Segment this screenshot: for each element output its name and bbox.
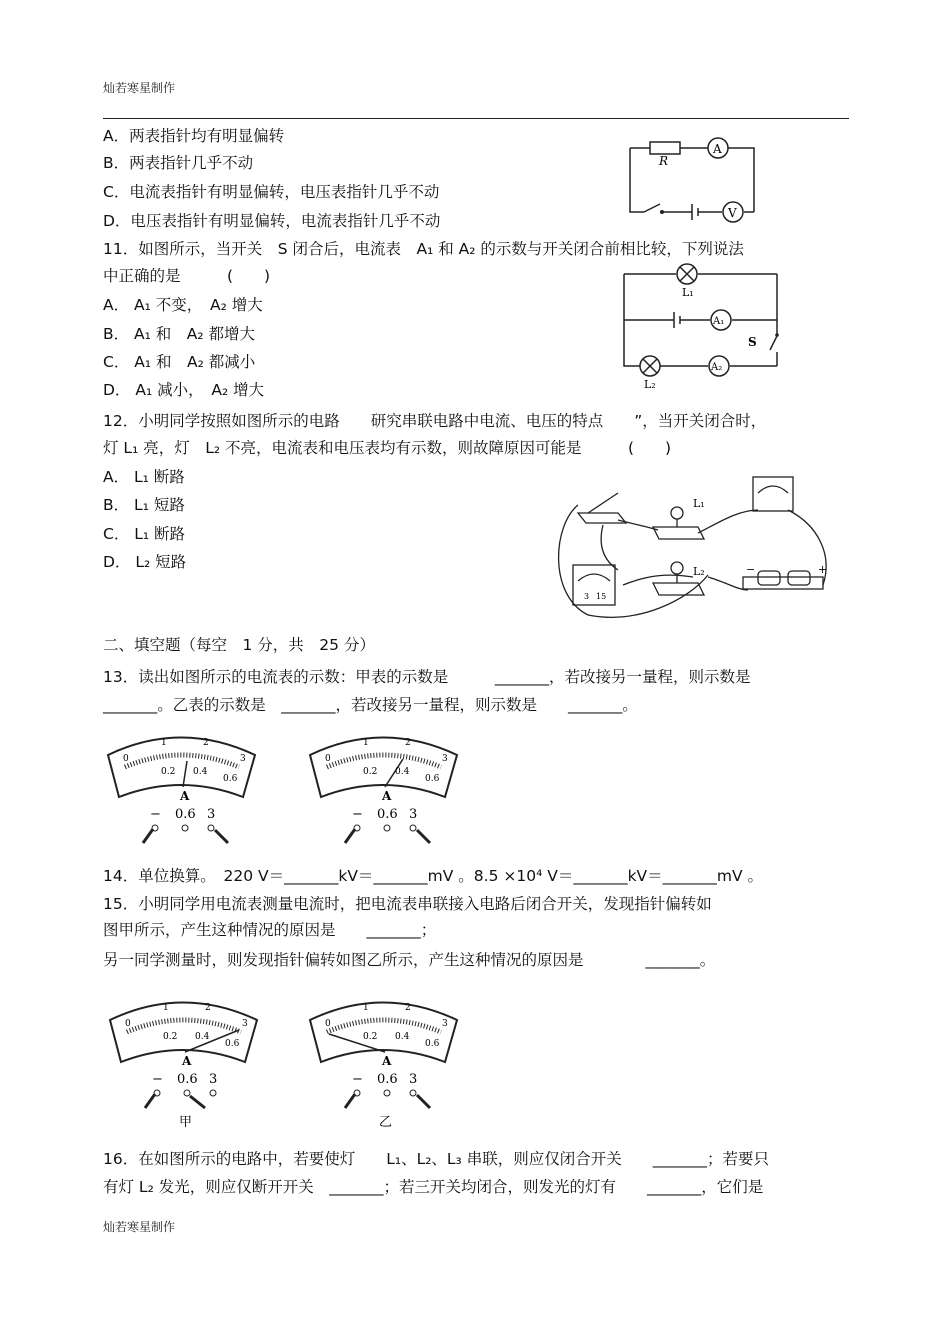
meter-top-2: 2 xyxy=(405,1003,411,1013)
meter-terminal-06: 0.6 xyxy=(377,1072,398,1087)
fig12-label-l2: L₂ xyxy=(693,565,705,578)
q13-ammeter-jia xyxy=(103,725,263,845)
q13-stem-2: _______。乙表的示数是 _______，若改接另一量程，则示数是 _______。 xyxy=(103,696,638,714)
meter-bottom-06: 0.6 xyxy=(225,1039,240,1049)
meter-unit: A xyxy=(182,1054,192,1068)
meter-top-3: 3 xyxy=(442,1019,448,1029)
q12-option-b: B． L₁ 短路 xyxy=(103,496,185,514)
section-2-title: 二、填空题（每空 1 分，共 25 分） xyxy=(103,636,375,654)
fig15-label-yi: 乙 xyxy=(379,1115,393,1130)
q10-option-d: D．电压表指针有明显偏转，电流表指针几乎不动 xyxy=(103,212,441,230)
q12-option-c: C． L₁ 断路 xyxy=(103,525,186,543)
fig11-label-l1: L₁ xyxy=(682,286,694,299)
q11-option-a: A． A₁ 不变， A₂ 增大 xyxy=(103,296,263,314)
q15-ammeter-jia xyxy=(105,990,265,1130)
meter-terminal-3: 3 xyxy=(409,807,418,822)
header-rule xyxy=(103,118,849,119)
meter-terminal-minus: − xyxy=(352,1072,363,1087)
meter-bottom-04: 0.4 xyxy=(395,1032,410,1042)
meter-top-0: 0 xyxy=(125,1019,131,1029)
meter-top-1: 1 xyxy=(161,738,167,748)
q10-option-b: B．两表指针几乎不动 xyxy=(103,154,254,172)
q15-stem-3: 另一同学测量时，则发现指针偏转如图乙所示，产生这种情况的原因是 _______。 xyxy=(103,951,716,969)
meter-bottom-02: 0.2 xyxy=(163,1032,178,1042)
meter-terminal-minus: − xyxy=(352,807,363,822)
meter-top-1: 1 xyxy=(363,738,369,748)
q15-stem: 15．小明同学用电流表测量电流时，把电流表串联接入电路后闭合开关，发现指针偏转如 xyxy=(103,895,712,913)
meter-top-3: 3 xyxy=(442,754,448,764)
meter-top-2: 2 xyxy=(205,1003,211,1013)
meter-terminal-3: 3 xyxy=(207,807,216,822)
q13-stem: 13．读出如图所示的电流表的示数：甲表的示数是 _______，若改接另一量程，则示数是 xyxy=(103,668,751,686)
meter-top-1: 1 xyxy=(363,1003,369,1013)
q10-circuit-diagram xyxy=(622,130,762,225)
meter-terminal-minus: − xyxy=(150,807,161,822)
meter-top-3: 3 xyxy=(240,754,246,764)
meter-unit: A xyxy=(382,1054,392,1068)
q11-stem: 11．如图所示，当开关 S 闭合后，电流表 A₁ 和 A₂ 的示数与开关闭合前相比较，下列说法 xyxy=(103,240,744,258)
meter-unit: A xyxy=(180,789,190,803)
page-header: 灿若寒星制作 xyxy=(103,81,176,95)
q14-stem: 14．单位换算。 220 V＝_______kV＝_______mV 。8.5 ×10⁴ V＝_______kV＝_______mV 。 xyxy=(103,867,764,885)
meter-top-0: 0 xyxy=(325,754,331,764)
meter-bottom-02: 0.2 xyxy=(363,1032,378,1042)
meter-top-2: 2 xyxy=(405,738,411,748)
meter-terminal-06: 0.6 xyxy=(177,1072,198,1087)
fig12-terminal-15: 15 xyxy=(596,592,607,601)
q16-stem-2: 有灯 L₂ 发光，则应仅断开开关 _______；若三开关均闭合，则发光的灯有 _______，它们是 xyxy=(103,1178,764,1196)
meter-bottom-04: 0.4 xyxy=(395,767,410,777)
fig11-label-s: S xyxy=(748,335,757,349)
meter-bottom-06: 0.6 xyxy=(223,774,238,784)
meter-top-3: 3 xyxy=(242,1019,248,1029)
fig10-label-r: R xyxy=(659,154,669,168)
meter-bottom-04: 0.4 xyxy=(193,767,208,777)
fig10-label-v: V xyxy=(728,206,737,220)
fig12-label-plus: + xyxy=(818,563,828,576)
meter-bottom-06: 0.6 xyxy=(425,1039,440,1049)
q10-option-c: C．电流表指针有明显偏转，电压表指针几乎不动 xyxy=(103,183,440,201)
q11-stem-2: 中正确的是 ( ) xyxy=(103,267,271,285)
q11-option-c: C． A₁ 和 A₂ 都减小 xyxy=(103,353,256,371)
fig11-label-l2: L₂ xyxy=(644,378,656,391)
fig15-label-jia: 甲 xyxy=(179,1115,193,1130)
q15-ammeter-yi xyxy=(305,990,465,1130)
q12-option-a: A． L₁ 断路 xyxy=(103,468,185,486)
q11-circuit-diagram xyxy=(612,256,792,392)
meter-bottom-02: 0.2 xyxy=(161,767,176,777)
meter-top-0: 0 xyxy=(123,754,129,764)
meter-terminal-06: 0.6 xyxy=(377,807,398,822)
meter-bottom-06: 0.6 xyxy=(425,774,440,784)
q16-stem: 16．在如图所示的电路中，若要使灯 L₁、L₂、L₃ 串联，则应仅闭合开关 _______；若要只 xyxy=(103,1150,769,1168)
meter-terminal-3: 3 xyxy=(409,1072,418,1087)
page-footer: 灿若寒星制作 xyxy=(103,1220,176,1234)
meter-terminal-minus: − xyxy=(152,1072,163,1087)
fig11-label-a2: A₂ xyxy=(711,362,723,373)
q12-option-d: D． L₂ 短路 xyxy=(103,553,187,571)
fig12-label-minus: − xyxy=(746,563,756,576)
meter-terminal-3: 3 xyxy=(209,1072,218,1087)
fig10-label-a: A xyxy=(713,142,722,156)
q11-option-d: D． A₁ 减小， A₂ 增大 xyxy=(103,381,265,399)
q15-stem-2: 图甲所示，产生这种情况的原因是 _______； xyxy=(103,921,437,939)
meter-top-0: 0 xyxy=(325,1019,331,1029)
fig12-label-l1: L₁ xyxy=(693,497,705,510)
q12-stem-2: 灯 L₁ 亮，灯 L₂ 不亮，电流表和电压表均有示数，则故障原因可能是 ( ) xyxy=(103,439,672,457)
meter-top-2: 2 xyxy=(203,738,209,748)
q11-option-b: B． A₁ 和 A₂ 都增大 xyxy=(103,325,256,343)
q10-option-a: A．两表指针均有明显偏转 xyxy=(103,127,285,145)
fig12-terminal-3: 3 xyxy=(584,592,590,601)
meter-terminal-06: 0.6 xyxy=(175,807,196,822)
meter-bottom-02: 0.2 xyxy=(363,767,378,777)
q12-apparatus-diagram xyxy=(548,465,848,620)
meter-unit: A xyxy=(382,789,392,803)
meter-bottom-04: 0.4 xyxy=(195,1032,210,1042)
q13-ammeter-yi xyxy=(305,725,465,845)
meter-top-1: 1 xyxy=(163,1003,169,1013)
fig11-label-a1: A₁ xyxy=(713,316,725,327)
q12-stem: 12．小明同学按照如图所示的电路 研究串联电路中电流、电压的特点 ”，当开关闭合时， xyxy=(103,412,767,430)
